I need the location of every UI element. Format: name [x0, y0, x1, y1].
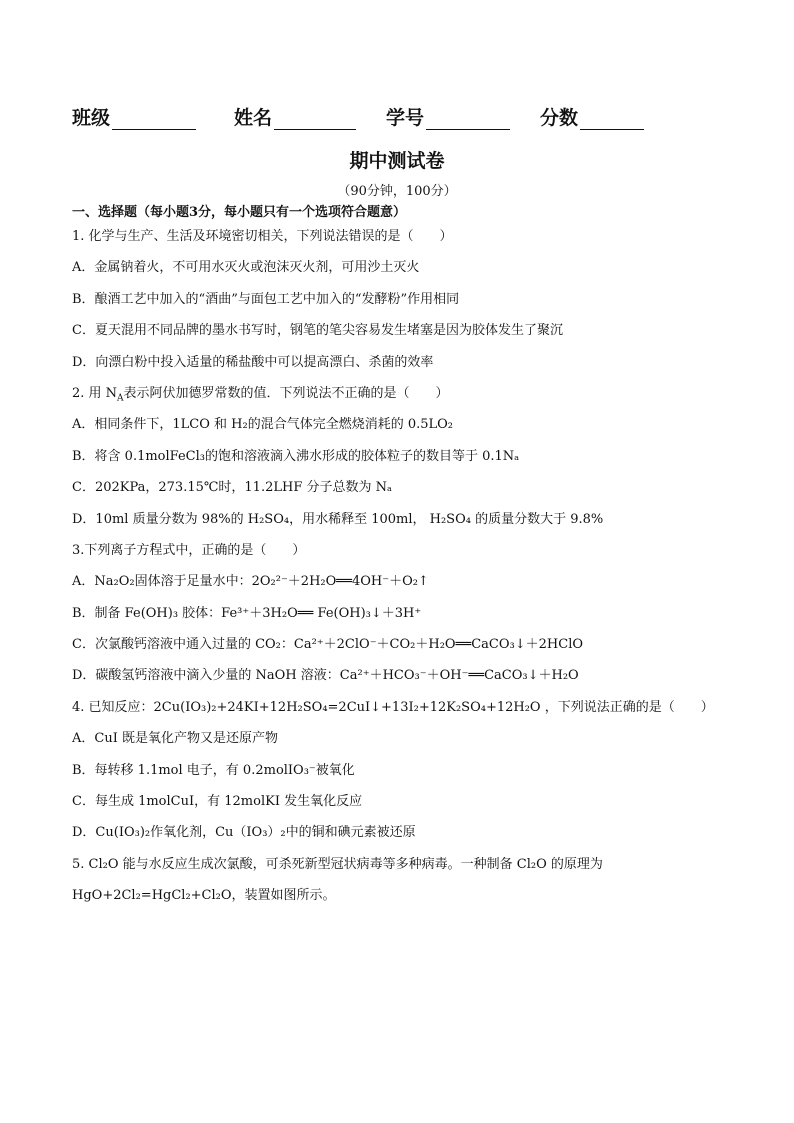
- class-label: 班级: [72, 107, 111, 129]
- student-id-field[interactable]: [386, 103, 510, 130]
- question-2-stem-post: 表示阿伏加德罗常数的值．下列说法不正确的是（ ）: [123, 385, 449, 401]
- question-4-option-b: B．每转移 1.1mol 电子，有 0.2molIO₃⁻被氧化: [72, 762, 355, 778]
- score-label: 分数: [540, 107, 579, 129]
- question-4-option-a: A．CuI 既是氧化产物又是还原产物: [72, 731, 278, 747]
- question-5-line-2: HgO+2Cl₂=HgCl₂+Cl₂O，装置如图所示。: [72, 888, 336, 904]
- question-5-line-1: 5. Cl₂O 能与水反应生成次氯酸，可杀死新型冠状病毒等多种病毒。一种制备 Cl₂O 的原理为: [72, 856, 603, 872]
- score-blank[interactable]: [580, 107, 644, 130]
- question-1-option-b: B．酿酒工艺中加入的“酒曲”与面包工艺中加入的“发酵粉”作用相同: [72, 291, 460, 307]
- question-3-option-a: A．Na₂O₂固体溶于足量水中：2O₂²⁻＋2H₂O══4OH⁻＋O₂↑: [72, 574, 429, 590]
- question-1-option-d: D．向漂白粉中投入适量的稀盐酸中可以提高漂白、杀菌的效率: [72, 354, 434, 370]
- name-label: 姓名: [234, 107, 273, 129]
- question-2-stem: [72, 384, 732, 415]
- question-3-option-d: D．碳酸氢钙溶液中滴入少量的 NaOH 溶液：Ca²⁺＋HCO₃⁻＋OH⁻══CaCO₃↓＋H₂O: [72, 668, 579, 684]
- student-info-header: [72, 103, 644, 130]
- name-blank[interactable]: [274, 107, 356, 130]
- question-3-stem: 3.下列离子方程式中，正确的是（ ）: [72, 542, 306, 558]
- question-2-option-c: C．202KPa，273.15℃时，11.2LHF 分子总数为 Nₐ: [72, 480, 393, 496]
- question-4-stem: 4. 已知反应：2Cu(IO₃)₂+24KI+12H₂SO₄=2CuI↓+13I₂+12K₂SO₄+12H₂O ，下列说法正确的是（ ）: [72, 699, 714, 715]
- question-2-stem-pre: 2. 用 N: [72, 385, 118, 401]
- question-4-option-c: C．每生成 1molCuI，有 12molKI 发生氧化反应: [72, 794, 363, 810]
- score-field[interactable]: [540, 103, 644, 130]
- exam-subtitle: （90分钟，100分）: [337, 184, 457, 199]
- class-field[interactable]: [72, 103, 196, 130]
- question-1-stem: 1. 化学与生产、生活及环境密切相关，下列说法错误的是（ ）: [72, 229, 453, 244]
- question-1-option-a: A．金属钠着火，不可用水灭火或泡沫灭火剂，可用沙土灭火: [72, 260, 420, 276]
- question-3-option-b: B．制备 Fe(OH)₃ 胶体：Fe³⁺＋3H₂O══ Fe(OH)₃↓＋3H⁺: [72, 605, 422, 621]
- question-1-option-c: C．夏天混用不同品牌的墨水书写时，钢笔的笔尖容易发生堵塞是因为胶体发生了聚沉: [72, 323, 563, 339]
- question-2-option-d: D．10ml 质量分数为 98%的 H₂SO₄，用水稀释至 100ml， H₂SO₄ 的质量分数大于 9.8%: [72, 511, 604, 527]
- section-heading: 一、选择题（每小题3分，每小题只有一个选项符合题意）: [72, 205, 407, 220]
- question-4-option-d: D．Cu(IO₃)₂作氧化剂，Cu（IO₃）₂中的铜和碘元素被还原: [72, 825, 416, 841]
- question-3-option-c: C．次氯酸钙溶液中通入过量的 CO₂：Ca²⁺＋2ClO⁻＋CO₂＋H₂O══CaCO₃↓＋2HClO: [72, 637, 584, 653]
- class-blank[interactable]: [112, 107, 196, 130]
- name-field[interactable]: [234, 103, 356, 130]
- question-2-option-b: B．将含 0.1molFeCl₃的饱和溶液滴入沸水形成的胶体粒子的数目等于 0.1Nₐ: [72, 448, 520, 464]
- question-2-stem-sub: A: [117, 393, 124, 404]
- exam-title: 期中测试卷: [349, 150, 445, 172]
- student-id-blank[interactable]: [426, 107, 510, 130]
- exam-content: [72, 203, 732, 918]
- question-2-option-a: A．相同条件下，1LCO 和 H₂的混合气体完全燃烧消耗的 0.5LO₂: [72, 417, 454, 433]
- student-id-label: 学号: [386, 107, 425, 129]
